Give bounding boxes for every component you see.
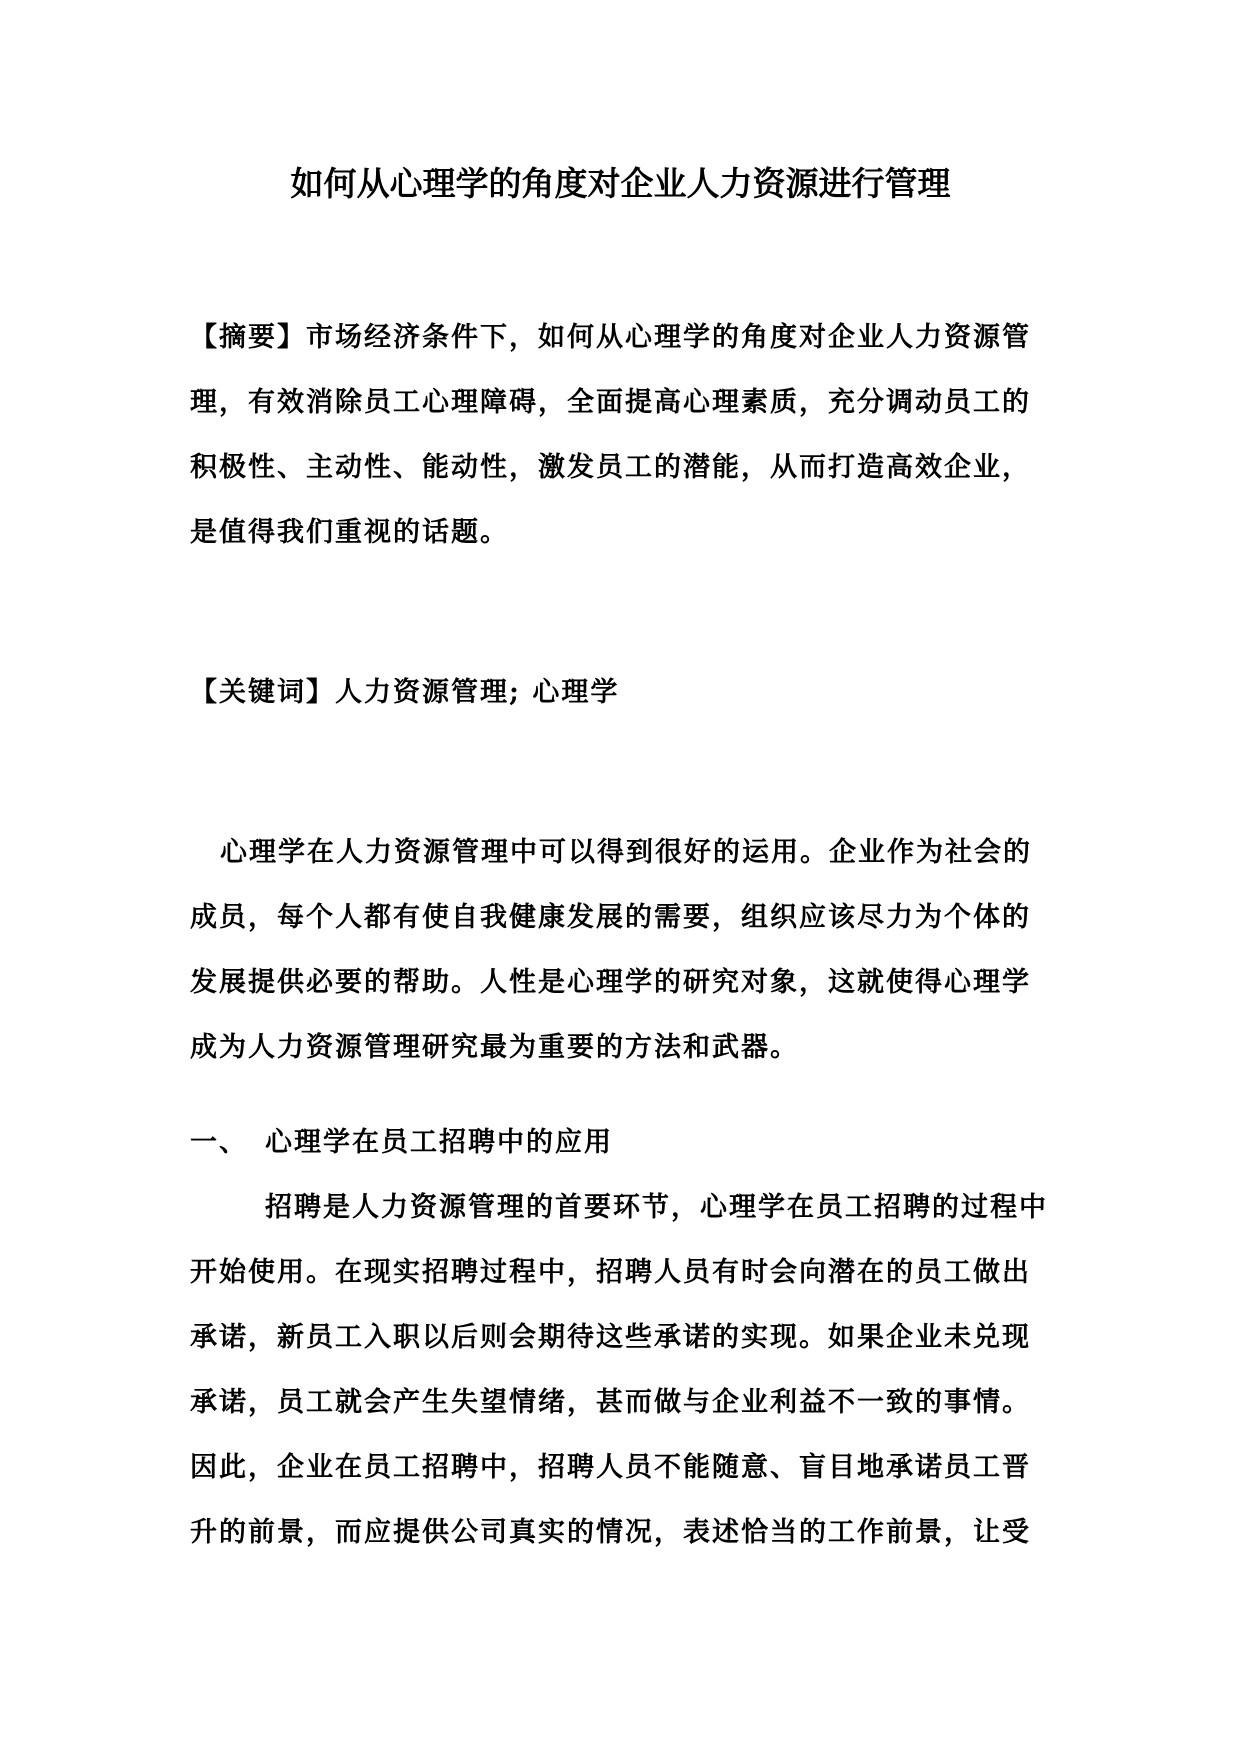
section-line: 开始使用。在现实招聘过程中，招聘人员有时会向潜在的员工做出	[190, 1257, 1031, 1288]
intro-line: 成为人力资源管理研究最为重要的方法和武器。	[190, 1032, 799, 1063]
abstract-line: 理，有效消除员工心理障碍，全面提高心理素质，充分调动员工的	[190, 387, 1031, 418]
intro-line: 心理学在人力资源管理中可以得到很好的运用。企业作为社会的	[220, 837, 1032, 868]
intro-line: 成员，每个人都有使自我健康发展的需要，组织应该尽力为个体的	[190, 902, 1031, 933]
document-title: 如何从心理学的角度对企业人力资源进行管理	[290, 164, 951, 203]
keywords-paragraph	[190, 660, 1040, 725]
abstract-paragraph	[190, 305, 1040, 565]
intro-paragraph	[190, 820, 1040, 1080]
abstract-line: 是值得我们重视的话题。	[190, 517, 509, 548]
section-line: 招聘是人力资源管理的首要环节，心理学在员工招聘的过程中	[265, 1192, 1048, 1223]
section-line: 承诺，员工就会产生失望情绪，甚而做与企业利益不一致的事情。	[190, 1387, 1031, 1418]
section-heading	[190, 1110, 1040, 1175]
intro-line: 发展提供必要的帮助。人性是心理学的研究对象，这就使得心理学	[190, 967, 1031, 998]
abstract-line: 积极性、主动性、能动性，激发员工的潜能，从而打造高效企业，	[190, 452, 1031, 483]
section-line: 升的前景，而应提供公司真实的情况，表述恰当的工作前景，让受	[190, 1517, 1031, 1548]
section-line: 因此，企业在员工招聘中，招聘人员不能随意、盲目地承诺员工晋	[190, 1452, 1031, 1483]
section-number: 一、	[190, 1127, 248, 1158]
abstract-line: 【摘要】市场经济条件下，如何从心理学的角度对企业人力资源管	[190, 322, 1031, 353]
keywords-line: 【关键词】人力资源管理; 心理学	[190, 677, 620, 708]
section-title: 心理学在员工招聘中的应用	[265, 1127, 613, 1158]
section-line: 承诺，新员工入职以后则会期待这些承诺的实现。如果企业未兑现	[190, 1322, 1031, 1353]
section-paragraph	[190, 1175, 1048, 1565]
